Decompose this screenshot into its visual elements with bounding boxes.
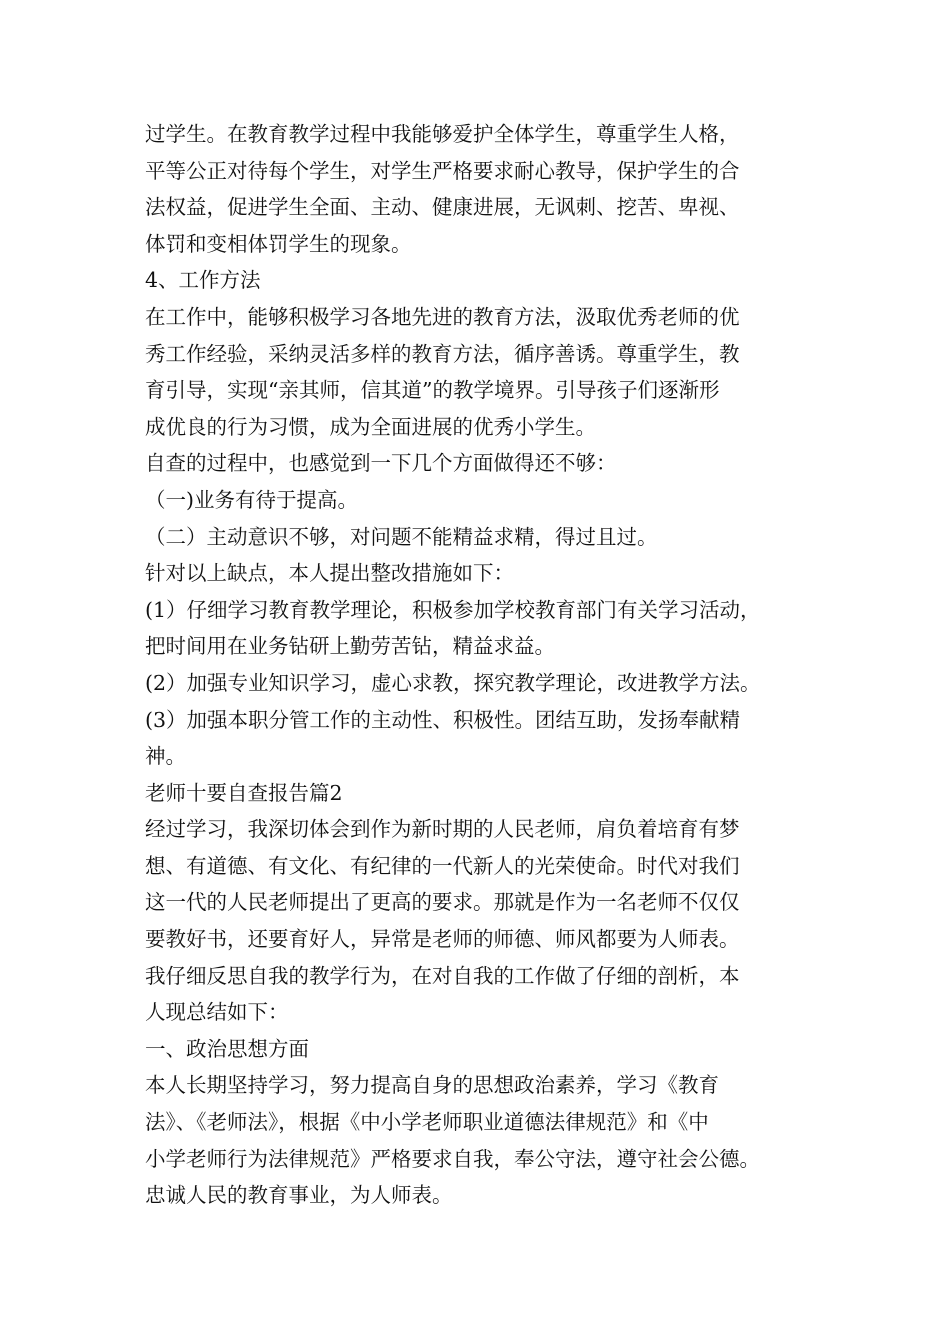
text-line: 本人长期坚持学习，努力提高自身的思想政治素养，学习《教育 bbox=[145, 1073, 719, 1098]
text-line: 我仔细反思自我的教学行为，在对自我的工作做了仔细的剖析，本 bbox=[145, 963, 740, 988]
list-item: (3）加强本职分管工作的主动性、积极性。团结互助，发扬奉献精 bbox=[145, 707, 741, 732]
list-item: (2）加强专业知识学习，虚心求教，探究教学理论，改进教学方法。 bbox=[145, 670, 761, 695]
text-line: 法权益，促进学生全面、主动、健康进展，无讽刺、挖苦、卑视、 bbox=[145, 195, 740, 220]
section-title: 老师十要自查报告篇2 bbox=[145, 780, 343, 805]
text-line: 这一代的人民老师提出了更高的要求。那就是作为一名老师不仅仅 bbox=[145, 890, 740, 915]
text-line: 经过学习，我深切体会到作为新时期的人民老师，肩负着培育有梦 bbox=[145, 817, 740, 842]
text-line: 人现总结如下： bbox=[145, 1000, 289, 1025]
text-line: 小学老师行为法律规范》严格要求自我，奉公守法，遵守社会公德。 bbox=[145, 1146, 760, 1171]
text-line: 把时间用在业务钻研上勤劳苦钻，精益求益。 bbox=[145, 634, 555, 659]
text-line: 平等公正对待每个学生，对学生严格要求耐心教导，保护学生的合 bbox=[145, 158, 740, 183]
text-line: 想、有道德、有文化、有纪律的一代新人的光荣使命。时代对我们 bbox=[145, 853, 740, 878]
text-line: 要教好书，还要育好人，异常是老师的师德、师风都要为人师表。 bbox=[145, 927, 740, 952]
list-item: （一)业务有待于提高。 bbox=[145, 487, 358, 512]
document-body bbox=[145, 116, 825, 1214]
section-heading: 4、工作方法 bbox=[145, 268, 261, 293]
list-item: （二）主动意识不够，对问题不能精益求精，得过且过。 bbox=[145, 524, 658, 549]
text-line: 神。 bbox=[145, 744, 186, 769]
text-line: 自查的过程中，也感觉到一下几个方面做得还不够： bbox=[145, 451, 617, 476]
text-line: 在工作中，能够积极学习各地先进的教育方法，汲取优秀老师的优 bbox=[145, 304, 740, 329]
text-line: 体罚和变相体罚学生的现象。 bbox=[145, 231, 412, 256]
section-heading: 一、政治思想方面 bbox=[145, 1036, 309, 1061]
list-item: (1）仔细学习教育教学理论，积极参加学校教育部门有关学习活动， bbox=[145, 597, 761, 622]
text-line: 育引导，实现“亲其师，信其道”的教学境界。引导孩子们逐渐形 bbox=[145, 378, 720, 403]
text-line: 针对以上缺点，本人提出整改措施如下： bbox=[145, 561, 514, 586]
text-line: 成优良的行为习惯，成为全面进展的优秀小学生。 bbox=[145, 414, 596, 439]
text-line: 过学生。在教育教学过程中我能够爱护全体学生，尊重学生人格， bbox=[145, 122, 740, 146]
text-line: 秀工作经验，采纳灵活多样的教育方法，循序善诱。尊重学生，教 bbox=[145, 341, 740, 366]
text-line: 忠诚人民的教育事业，为人师表。 bbox=[145, 1183, 453, 1208]
text-line: 法》、《老师法》，根据《中小学老师职业道德法律规范》和《中 bbox=[145, 1110, 709, 1135]
